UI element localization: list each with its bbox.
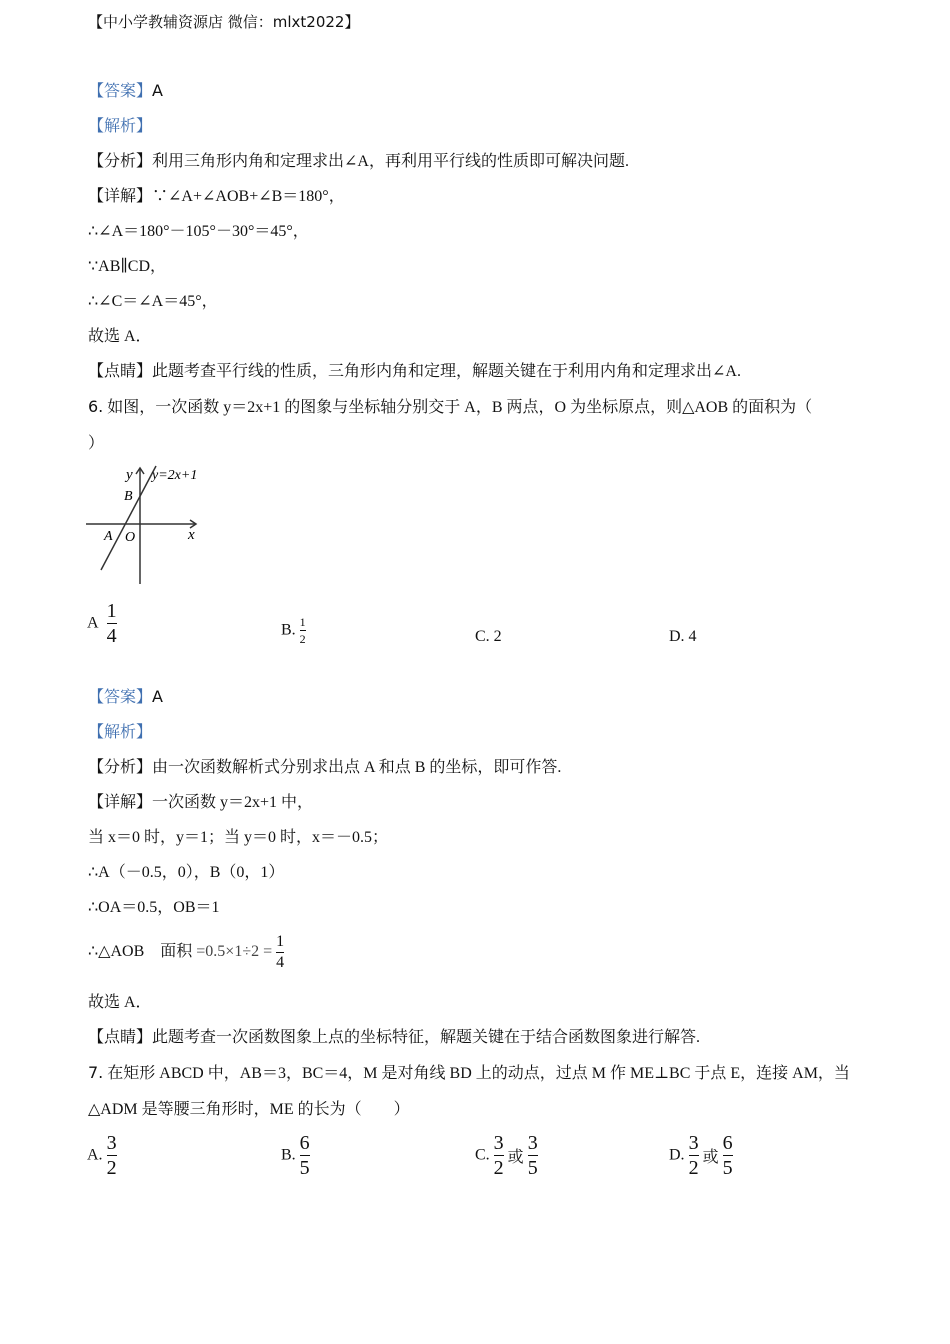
step: ∴∠C＝∠A＝45°， bbox=[88, 293, 218, 310]
fraction bbox=[300, 1133, 310, 1178]
q6-step1 bbox=[88, 828, 388, 848]
denominator: 2 bbox=[106, 1157, 117, 1179]
q6-analysis-line bbox=[88, 723, 152, 743]
numerator: 6 bbox=[722, 1132, 733, 1154]
step: ∴A（－0.5，0），B（0，1） bbox=[88, 864, 285, 881]
header-watermark bbox=[88, 12, 359, 33]
q6-fenxi-line bbox=[88, 758, 561, 778]
fenxi-tag: 【分析】 bbox=[88, 153, 153, 170]
step: 当 x＝0 时，y＝1；当 y＝0 时，x＝－0.5； bbox=[88, 829, 389, 846]
point-a-label: A bbox=[104, 529, 113, 544]
fenxi-tag: 【分析】 bbox=[88, 759, 153, 776]
step: ∵∠A+∠AOB+∠B＝180°， bbox=[152, 188, 345, 205]
q6-answer-line bbox=[88, 687, 163, 708]
numerator: 1 bbox=[299, 615, 306, 629]
denominator: 2 bbox=[299, 632, 306, 646]
q5-step4 bbox=[88, 292, 218, 312]
q7-stem-line2 bbox=[88, 1100, 410, 1120]
q6-option-a[interactable] bbox=[87, 601, 117, 646]
numerator: 3 bbox=[688, 1132, 699, 1154]
step: 故选 A． bbox=[88, 994, 152, 1011]
step: ∴∠A＝180°－105°－30°＝45°， bbox=[88, 223, 309, 240]
header-text: 【中小学教辅资源店 微信：mlxt2022】 bbox=[88, 13, 360, 31]
option-text: D. 4 bbox=[669, 628, 697, 645]
detail-text: 一次函数 y＝2x+1 中， bbox=[152, 794, 314, 811]
option-text: C. 2 bbox=[475, 628, 502, 645]
denominator: 2 bbox=[493, 1157, 504, 1179]
q6-option-b[interactable] bbox=[281, 616, 306, 645]
answer-value: A bbox=[152, 81, 163, 100]
step: 故选 A． bbox=[88, 328, 152, 345]
denominator: 5 bbox=[527, 1157, 538, 1179]
q6-option-c[interactable] bbox=[475, 628, 502, 646]
step: 面积 bbox=[160, 943, 193, 960]
question-stem: △ADM 是等腰三角形时，ME 的长为（ ） bbox=[88, 1101, 410, 1118]
line-label: y=2x+1 bbox=[152, 468, 198, 483]
numerator: 3 bbox=[493, 1132, 504, 1154]
q5-fenxi-line bbox=[88, 152, 629, 172]
fenxi-text: 利用三角形内角和定理求出∠A，再利用平行线的性质即可解决问题. bbox=[152, 153, 629, 170]
q5-step2 bbox=[88, 222, 309, 242]
q5-analysis-line bbox=[88, 117, 152, 137]
question-stem: 在矩形 ABCD 中，AB＝3，BC＝4，M 是对角线 BD 上的动点，过点 M 作 ME⊥BC 于点 E，连接 AM，当 bbox=[107, 1065, 850, 1082]
function-graph bbox=[84, 462, 209, 587]
review-tag: 【点睛】 bbox=[88, 363, 153, 380]
answer-tag: 【答案】 bbox=[88, 689, 153, 706]
q6-step5 bbox=[88, 993, 152, 1013]
question-number: 6. bbox=[88, 397, 104, 416]
x-axis-label: x bbox=[188, 527, 195, 543]
q6-step4 bbox=[88, 930, 284, 974]
or-text: 或 bbox=[507, 1149, 524, 1166]
review-text: 此题考查一次函数图象上点的坐标特征，解题关键在于结合函数图象进行解答. bbox=[152, 1029, 701, 1046]
q7-option-d[interactable] bbox=[669, 1133, 733, 1178]
q6-option-d[interactable] bbox=[669, 628, 697, 646]
q5-detail-line bbox=[88, 187, 345, 207]
q7-option-a[interactable] bbox=[87, 1133, 117, 1178]
origin-label: O bbox=[125, 530, 136, 545]
question-number: 7. bbox=[88, 1063, 104, 1082]
step: ∴△AOB bbox=[88, 943, 145, 960]
expression: =0.5×1÷2 = bbox=[196, 943, 273, 960]
q5-step5 bbox=[88, 327, 152, 347]
q6-stem-line2 bbox=[88, 434, 104, 454]
numerator: 1 bbox=[106, 600, 117, 622]
denominator: 2 bbox=[688, 1157, 699, 1179]
answer-tag: 【答案】 bbox=[88, 83, 153, 100]
numerator: 6 bbox=[299, 1132, 310, 1154]
denominator: 4 bbox=[106, 625, 117, 647]
denominator: 5 bbox=[299, 1157, 310, 1179]
fraction bbox=[723, 1133, 733, 1178]
fraction bbox=[689, 1133, 699, 1178]
fraction bbox=[528, 1133, 538, 1178]
y-axis-label: y bbox=[126, 467, 133, 483]
step: ∵AB∥CD， bbox=[88, 258, 167, 275]
analysis-tag: 【解析】 bbox=[88, 118, 153, 135]
step: ∴OA＝0.5，OB＝1 bbox=[88, 899, 220, 916]
numerator: 3 bbox=[106, 1132, 117, 1154]
fraction bbox=[494, 1133, 504, 1178]
q7-stem-line1 bbox=[88, 1063, 850, 1084]
or-text: 或 bbox=[702, 1149, 719, 1166]
option-letter: B. bbox=[281, 621, 296, 639]
option-letter: D. bbox=[669, 1146, 685, 1164]
denominator: 5 bbox=[722, 1157, 733, 1179]
point-b-label: B bbox=[124, 489, 133, 504]
analysis-tag: 【解析】 bbox=[88, 724, 153, 741]
q5-review-line bbox=[88, 362, 741, 382]
denominator: 4 bbox=[276, 953, 285, 971]
q6-detail-line bbox=[88, 793, 313, 813]
review-tag: 【点睛】 bbox=[88, 1029, 153, 1046]
q5-step3 bbox=[88, 257, 166, 277]
fraction bbox=[276, 934, 284, 971]
answer-value: A bbox=[152, 687, 163, 706]
q6-step2 bbox=[88, 863, 284, 883]
option-letter: A. bbox=[87, 1146, 103, 1164]
fenxi-text: 由一次函数解析式分别求出点 A 和点 B 的坐标，即可作答. bbox=[152, 759, 562, 776]
detail-tag: 【详解】 bbox=[88, 794, 153, 811]
fraction bbox=[107, 1133, 117, 1178]
q6-stem-line1 bbox=[88, 397, 812, 418]
review-text: 此题考查平行线的性质，三角形内角和定理，解题关键在于利用内角和定理求出∠A. bbox=[152, 363, 741, 380]
option-letter: B. bbox=[281, 1146, 296, 1164]
q5-answer-line bbox=[88, 81, 163, 102]
question-stem: 如图，一次函数 y＝2x+1 的图象与坐标轴分别交于 A，B 两点，O 为坐标原点，则△AOB 的面积为（ bbox=[107, 399, 813, 416]
question-stem: ） bbox=[88, 435, 105, 452]
numerator: 3 bbox=[527, 1132, 538, 1154]
q6-review-line bbox=[88, 1028, 700, 1048]
fraction bbox=[107, 601, 117, 646]
q7-option-b[interactable] bbox=[281, 1133, 310, 1178]
q7-option-c[interactable] bbox=[475, 1133, 538, 1178]
numerator: 1 bbox=[276, 932, 285, 950]
option-letter: C. bbox=[475, 1146, 490, 1164]
option-letter: A bbox=[87, 614, 99, 632]
fraction bbox=[300, 616, 306, 645]
detail-tag: 【详解】 bbox=[88, 188, 153, 205]
q6-step3 bbox=[88, 898, 220, 918]
